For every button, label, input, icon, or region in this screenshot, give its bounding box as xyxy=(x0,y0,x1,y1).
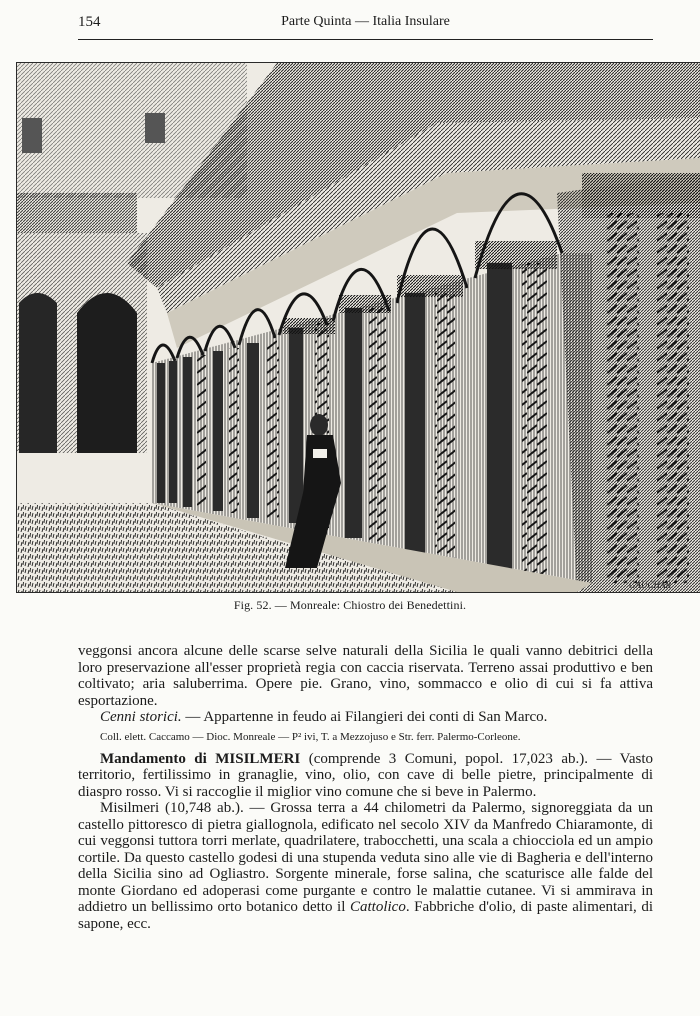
far-window xyxy=(22,118,42,153)
header-rule xyxy=(78,39,653,40)
mandamento-text: (comprende 3 Comuni, popol. 17,023 ab.). — Vasto territorio, fertilissimo in granaglie, vino, olio, con cave di belle pietre, principalmente di diaspro rosso. Vi si raccoglie il miglior vino comune che si beve in Palermo. xyxy=(78,750,653,800)
mandamento-name: MISILMERI xyxy=(215,750,301,767)
body-text xyxy=(78,643,653,932)
running-title: Parte Quinta — Italia Insulare xyxy=(281,14,450,29)
figure-caption: Fig. 52. — Monreale: Chiostro dei Benedettini. xyxy=(233,598,467,612)
cloister-engraving xyxy=(16,62,700,593)
page-number: 154 xyxy=(78,14,101,30)
historical-notes-label: Cenni storici. xyxy=(100,709,182,725)
historical-notes-text: — Appartenne in feudo ai Filangieri dei conti di San Marco. xyxy=(181,709,548,725)
misilmeri-end: . Fabbriche d'olio, di paste alimentari, di sapone, ecc. xyxy=(78,899,653,932)
paragraph-historical-notes xyxy=(78,709,653,726)
page-header xyxy=(78,12,653,34)
mandamento-prefix: Mandamento di xyxy=(100,750,216,767)
artist-signature: GAUCHAR xyxy=(629,580,671,590)
misilmeri-text: Misilmeri (10,748 ab.). — Grossa terra a 44 chilometri da Palermo, signoreggiata da un castello pittoresco di pietra giallognola, edificato nel secolo XIV da Manfredo Chiaramonte, di cui veggonsi tuttora torri merlate, quadrilatere, trabocchetti, una scala a chiocciola ed un ampio cortile. Da questo castello godesi di una stupenda veduta sino alle vie di Bagheria e dell'interno della Sicilia sino ad Ogliastro. Sorgente minerale, forse salina, che scaturisce alle falde del monte Giordano ed adoperasi come purgante e contro le malattie cutanee. Vi si ammirava in addietro un bellissimo orto botanico detto il xyxy=(78,800,653,915)
electoral-college-note: Coll. elett. Caccamo — Dioc. Monreale — P² ivi, T. a Mezzojuso e Str. ferr. Palermo-Corleone. xyxy=(100,730,521,743)
paragraph-mandamento xyxy=(78,751,653,801)
paragraph-vegetation: veggonsi ancora alcune delle scarse selve naturali della Sicilia le quali vanno debitrici della loro preservazione all'esser proprietà regia con caccia riservata. Terreno assai produttivo e ben coltivato; aria saluberrima. Opere pie. Grano, vino, sommacco e olio di cui si fa attiva esportazione. xyxy=(78,643,653,709)
paragraph-misilmeri xyxy=(78,800,653,932)
back-arch xyxy=(19,293,57,453)
far-roof xyxy=(17,193,137,233)
back-arch xyxy=(77,293,137,453)
far-window xyxy=(145,113,165,143)
botanical-garden-name: Cattolico xyxy=(349,899,406,915)
cloister-illustration xyxy=(17,63,700,592)
